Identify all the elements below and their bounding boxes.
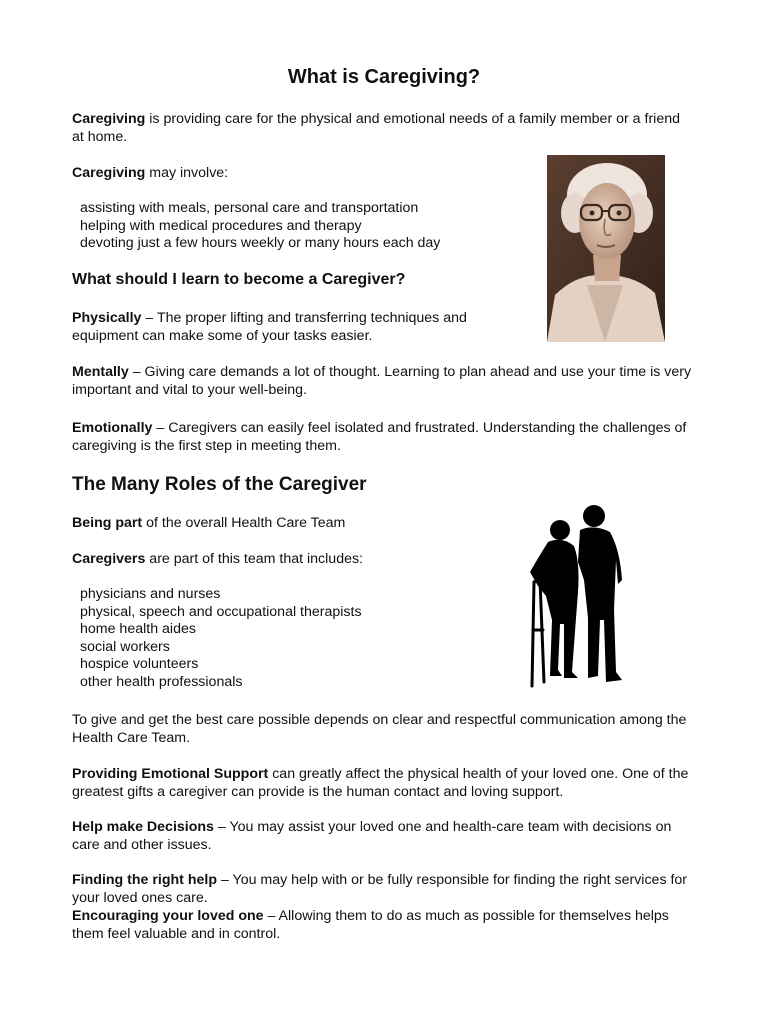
- being-part-paragraph: [72, 514, 492, 532]
- involve-intro: [72, 164, 512, 182]
- emotional-support-paragraph: [72, 765, 697, 801]
- list-item: devoting just a few hours weekly or many hours each day: [80, 235, 441, 251]
- emotionally-term: Emotionally: [72, 420, 153, 436]
- involve-list: [80, 200, 520, 253]
- emotional-support-term: Providing Emotional Support: [72, 766, 269, 782]
- finding-help-paragraph: [72, 871, 697, 907]
- list-item: social workers: [80, 638, 170, 655]
- mentally-paragraph: [72, 363, 697, 399]
- team-term: Caregivers: [72, 551, 146, 567]
- involve-bold-term: Caregiving: [72, 165, 146, 181]
- list-item: assisting with meals, personal care and transportation: [80, 200, 419, 216]
- list-item: physicians and nurses: [80, 586, 221, 602]
- physically-term: Physically: [72, 310, 142, 326]
- encouraging-text: – Allowing them to do as much as possible for themselves helps them feel valuable and in control.: [72, 908, 669, 942]
- intro-text: is providing care for the physical and emotional needs of a family member or a friend at home.: [72, 111, 680, 145]
- emotional-support-text: can greatly affect the physical health of your loved one. One of the greatest gifts a caregiver can provide is the human contact and loving support.: [72, 766, 689, 800]
- finding-help-text: – You may help with or be fully responsible for finding the right services for your loved ones care.: [72, 872, 688, 906]
- communication-paragraph: To give and get the best care possible depends on clear and respectful communication among the Health Care Team.: [72, 712, 687, 746]
- decisions-text: – You may assist your loved one and health-care team with decisions on care and other issues.: [72, 819, 672, 853]
- learn-heading: What should I learn to become a Caregiver?: [72, 271, 406, 288]
- roles-heading: The Many Roles of the Caregiver: [72, 474, 367, 495]
- intro-bold-term: Caregiving: [72, 111, 146, 127]
- list-item: home health aides: [80, 621, 196, 637]
- emotionally-paragraph: [72, 419, 697, 455]
- page-title: What is Caregiving?: [287, 66, 481, 88]
- mentally-term: Mentally: [72, 364, 129, 380]
- involve-text: may involve:: [145, 165, 229, 181]
- physically-paragraph: [72, 309, 512, 345]
- list-item: other health professionals: [80, 673, 243, 690]
- mentally-text: – Giving care demands a lot of thought. Learning to plan ahead and use your time is very important and vital to your well-being.: [72, 364, 692, 398]
- finding-help-term: Finding the right help: [72, 872, 218, 888]
- being-part-text: of the overall Health Care Team: [142, 515, 346, 531]
- list-item: hospice volunteers: [80, 656, 199, 672]
- encouraging-paragraph: [72, 907, 697, 943]
- intro-paragraph: [72, 110, 692, 146]
- team-paragraph: [72, 550, 492, 568]
- caregiver-silhouette: [518, 500, 636, 692]
- team-list: [80, 586, 500, 691]
- decisions-paragraph: [72, 818, 697, 854]
- elderly-woman-photo: [547, 155, 665, 342]
- decisions-term: Help make Decisions: [72, 819, 214, 835]
- list-item: physical, speech and occupational therapists: [80, 603, 362, 620]
- team-text: are part of this team that includes:: [145, 551, 364, 567]
- emotionally-text: – Caregivers can easily feel isolated and frustrated. Understanding the challenges of caregiving is the first step in meeting them.: [72, 420, 687, 454]
- physically-text: – The proper lifting and transferring techniques and equipment can make some of your tasks easier.: [72, 310, 467, 344]
- being-part-term: Being part: [72, 515, 143, 531]
- elderly-woman-photo-icon: [547, 155, 665, 342]
- caregiver-walker-silhouette-icon: [518, 500, 636, 692]
- encouraging-term: Encouraging your loved one: [72, 908, 264, 924]
- list-item: helping with medical procedures and therapy: [80, 217, 362, 234]
